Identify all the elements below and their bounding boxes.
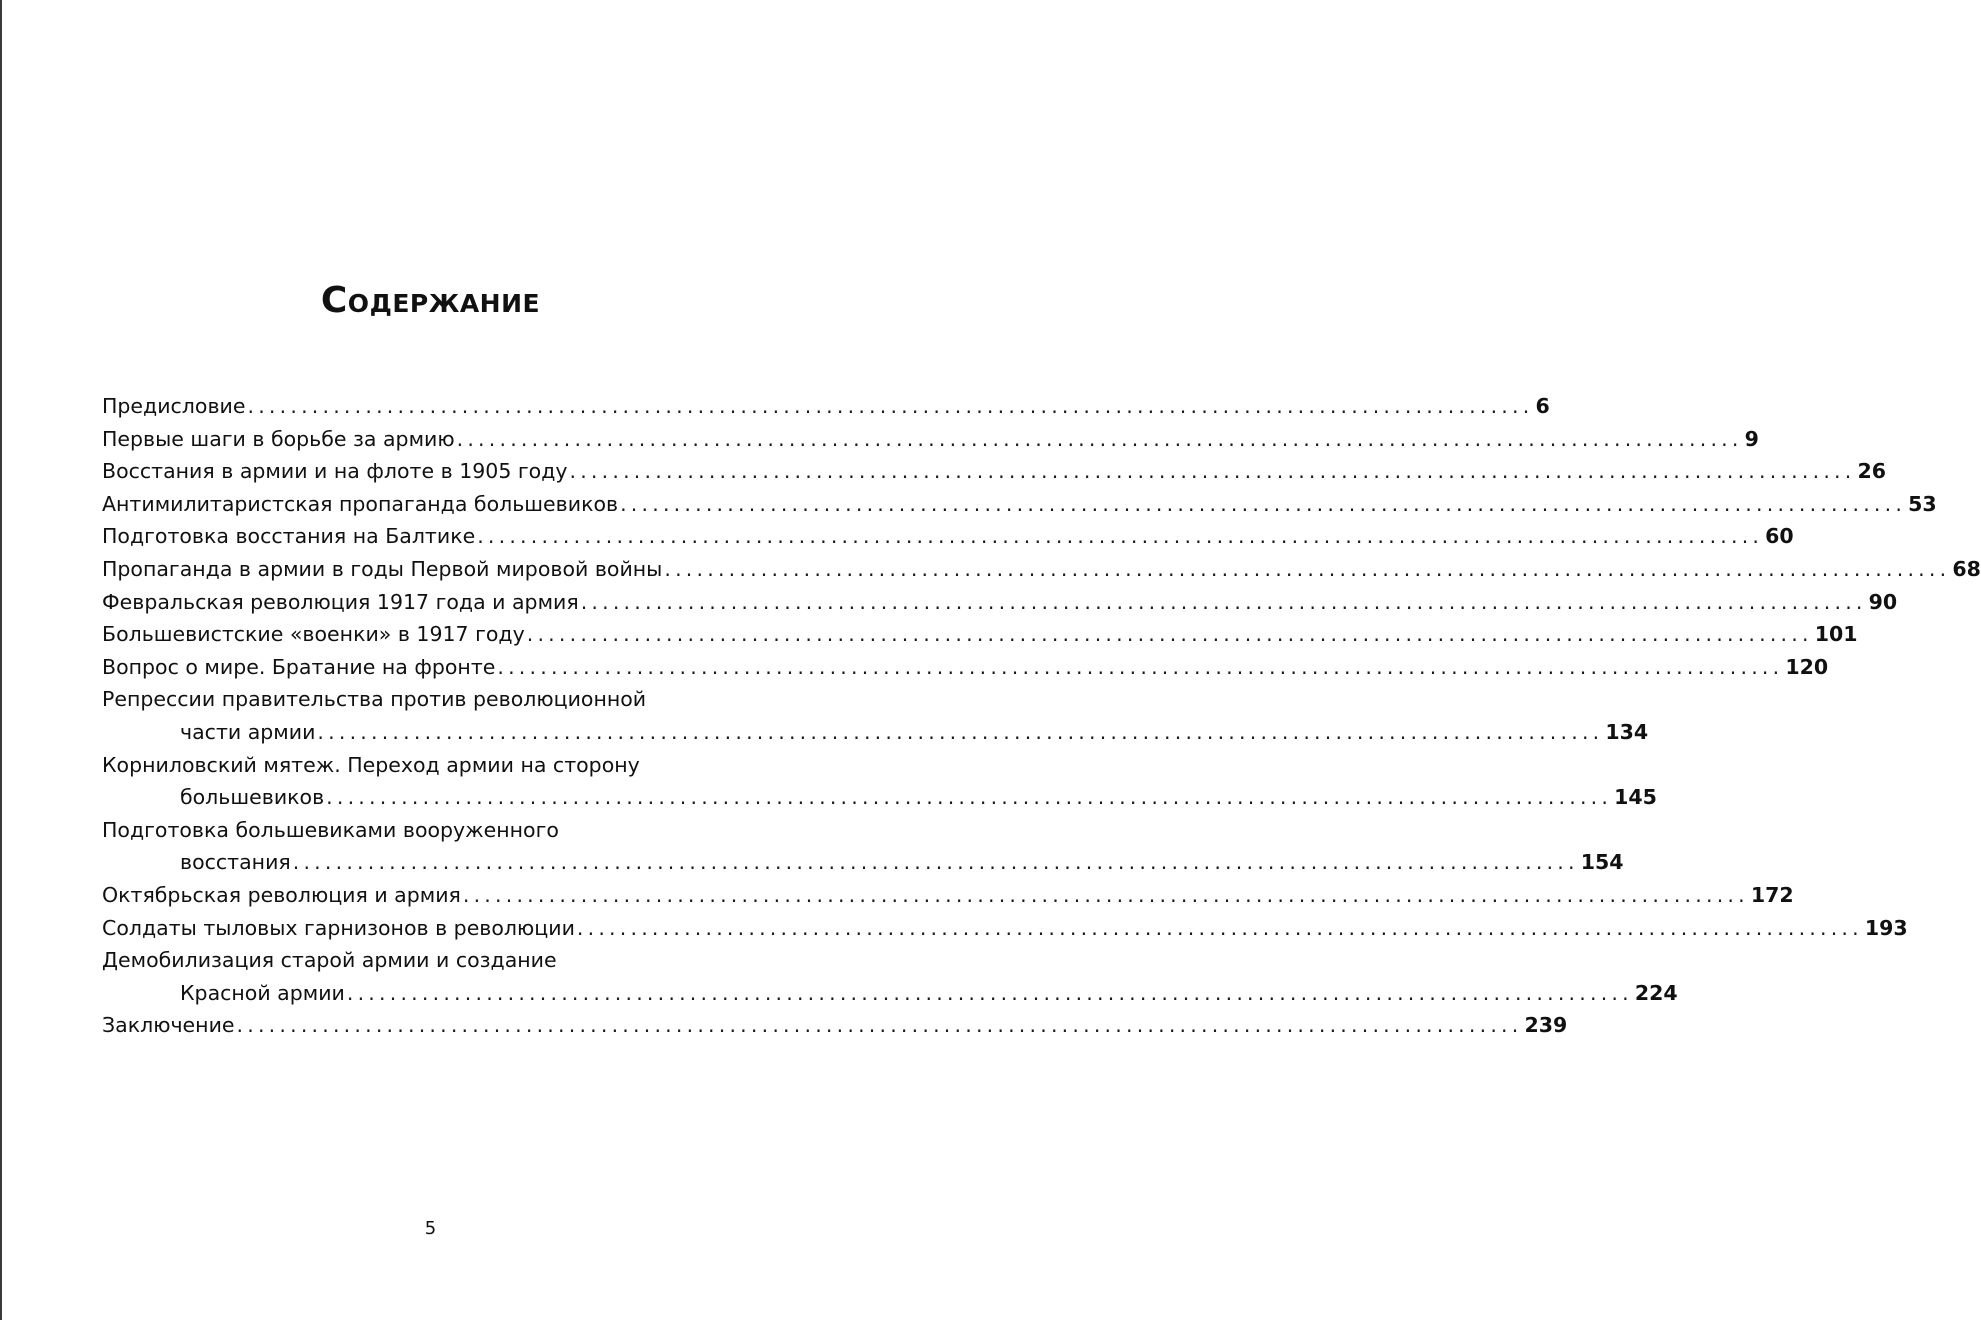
toc-line xyxy=(102,488,1937,521)
toc-leader-dots: ........................................................................................................................ xyxy=(326,785,1613,810)
toc-page-number: 224 xyxy=(1634,980,1678,1005)
toc-entry xyxy=(102,390,1550,423)
toc-page-number: 120 xyxy=(1785,654,1829,679)
toc-entry-title: Большевистские «военки» в 1917 году xyxy=(102,622,525,647)
toc-entry xyxy=(102,683,1649,748)
toc-leader-dots: ........................................................................................................................ xyxy=(576,915,1863,940)
toc-entry-title: восстания xyxy=(180,850,291,875)
toc-page-number: 193 xyxy=(1864,915,1908,940)
toc-entry xyxy=(102,520,1794,553)
toc-line xyxy=(102,423,1759,456)
toc-entry-title: Репрессии правительства против революционной xyxy=(102,687,647,712)
toc-page-number: 68 xyxy=(1952,556,1981,581)
toc-entry xyxy=(102,1009,1568,1042)
toc-leader-dots: ........................................................................................................................ xyxy=(236,1013,1523,1038)
toc-leader-dots: ........................................................................................................................ xyxy=(526,622,1813,647)
page-number: 5 xyxy=(424,1218,437,1239)
toc-entry-title: Солдаты тыловых гарнизонов в революции xyxy=(102,915,575,940)
toc-leader-dots: ........................................................................................................................ xyxy=(477,524,1764,549)
toc-leader-dots: ........................................................................................................................ xyxy=(346,980,1633,1005)
toc-page-number: 172 xyxy=(1750,882,1794,907)
toc-page-number: 53 xyxy=(1908,491,1937,516)
toc-line xyxy=(102,1009,1568,1042)
toc-entry xyxy=(102,553,1981,586)
toc-entry xyxy=(102,586,1898,619)
toc-leader-dots: ........................................................................................................................ xyxy=(497,654,1784,679)
toc-entry-title: Первые шаги в борьбе за армию xyxy=(102,426,455,451)
toc-entry-title: Красной армии xyxy=(180,980,345,1005)
toc-entry-title: части армии xyxy=(180,719,316,744)
toc-page-number: 239 xyxy=(1524,1013,1568,1038)
toc-line xyxy=(102,455,1886,488)
toc-leader-dots: ........................................................................................................................ xyxy=(247,394,1534,418)
toc-line xyxy=(102,814,750,847)
toc-leader-dots: ........................................................................................................................ xyxy=(317,719,1604,744)
toc-entry-title: Февральская революция 1917 года и армия xyxy=(102,589,579,614)
toc-entry xyxy=(102,814,1624,879)
toc-leader-dots: ........................................................................................................................ xyxy=(664,556,1951,581)
toc-entry-title: Пропаганда в армии в годы Первой мировой войны xyxy=(102,556,663,581)
toc-entry-title: Вопрос о мире. Братание на фронте xyxy=(102,654,496,679)
toc-line xyxy=(102,879,1794,912)
toc-line xyxy=(102,944,750,977)
toc-page-number: 9 xyxy=(1744,426,1759,451)
toc-line xyxy=(102,781,1657,814)
toc-line xyxy=(102,683,750,716)
toc-page-number: 154 xyxy=(1580,850,1624,875)
toc-line xyxy=(102,520,1794,553)
toc-entry-title: Антимилитаристская пропаганда большевиков xyxy=(102,491,619,516)
toc-line xyxy=(102,553,1981,586)
toc-leader-dots: ........................................................................................................................ xyxy=(569,459,1856,484)
toc-entry xyxy=(102,423,1759,456)
toc-entry-title: большевиков xyxy=(180,785,325,810)
toc-entry xyxy=(102,879,1794,912)
toc-entry-title: Восстания в армии и на флоте в 1905 году xyxy=(102,459,568,484)
toc-page-number: 134 xyxy=(1605,719,1649,744)
toc-line xyxy=(102,749,750,782)
page-title: Содержание xyxy=(320,280,541,321)
toc-line xyxy=(102,977,1678,1010)
toc-line xyxy=(102,586,1898,619)
toc-line xyxy=(102,912,1908,945)
toc-leader-dots: ........................................................................................................................ xyxy=(456,426,1743,451)
toc-entry-title: Заключение xyxy=(102,1013,235,1038)
toc-entry-title: Демобилизация старой армии и создание xyxy=(102,948,557,973)
toc-entry xyxy=(102,651,1829,684)
toc-entry xyxy=(102,455,1886,488)
toc-line xyxy=(102,846,1624,879)
toc-entry xyxy=(102,749,1657,814)
toc-leader-dots: ........................................................................................................................ xyxy=(462,882,1749,907)
toc-line xyxy=(102,390,1550,423)
toc-entry-title: Октябрьская революция и армия xyxy=(102,882,461,907)
toc-entry xyxy=(102,944,1678,1009)
toc-page-number: 101 xyxy=(1814,622,1858,647)
table-of-contents xyxy=(102,390,1981,1042)
toc-line xyxy=(102,716,1649,749)
toc-entry-title: Подготовка восстания на Балтике xyxy=(102,524,476,549)
toc-leader-dots: ........................................................................................................................ xyxy=(292,850,1579,875)
toc-page-number: 90 xyxy=(1868,589,1898,614)
toc-page-number: 60 xyxy=(1765,524,1794,549)
toc-entry xyxy=(102,488,1937,521)
toc-entry-title: Корниловский мятеж. Переход армии на сторону xyxy=(102,752,640,777)
page-edge-line xyxy=(0,0,2,1320)
toc-page-number: 6 xyxy=(1535,394,1550,418)
toc-entry xyxy=(102,912,1908,945)
toc-entry xyxy=(102,618,1858,651)
toc-page-number: 26 xyxy=(1857,459,1886,484)
toc-leader-dots: ........................................................................................................................ xyxy=(620,491,1907,516)
toc-page-number: 145 xyxy=(1614,785,1657,810)
toc-entry-title: Подготовка большевиками вооруженного xyxy=(102,817,559,842)
toc-leader-dots: ........................................................................................................................ xyxy=(580,589,1867,614)
toc-entry-title: Предисловие xyxy=(102,394,246,418)
toc-line xyxy=(102,651,1829,684)
toc-line xyxy=(102,618,1858,651)
